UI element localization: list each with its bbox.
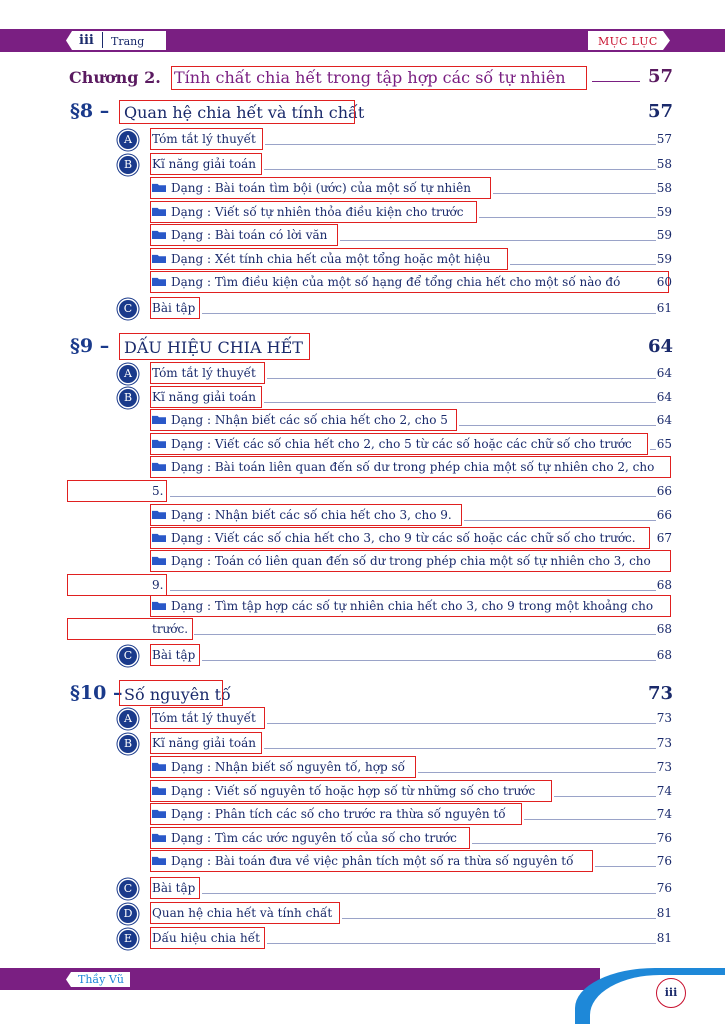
entry-text[interactable]: Dạng : Viết số nguyên tố hoặc hợp số từ những số cho trước xyxy=(152,784,535,798)
entry-text[interactable]: Dạng : Bài toán liên quan đến số dư trong phép chia một số tự nhiên cho 2, cho xyxy=(152,460,654,474)
entry-text[interactable]: Dạng : Phân tích các số cho trước ra thừa số nguyên tố xyxy=(152,807,506,821)
section-page: 64 xyxy=(648,336,674,357)
entry-text[interactable]: Dạng : Viết các số chia hết cho 3, cho 9 từ các số hoặc các chữ số cho trước. xyxy=(152,531,636,545)
leader-line xyxy=(194,634,656,635)
entry-text[interactable]: Quan hệ chia hết và tính chất xyxy=(152,906,333,920)
entry-badge: B xyxy=(119,735,137,753)
entry-highlight-box xyxy=(150,224,338,246)
entry-page: 59 xyxy=(656,205,672,219)
chapter-title[interactable]: Tính chất chia hết trong tập hợp các số tự nhiên xyxy=(174,68,566,87)
leader-line xyxy=(267,943,656,944)
entry-badge: C xyxy=(119,300,137,318)
entry-continuation[interactable]: 9. xyxy=(152,578,164,592)
section-number: §9 – xyxy=(70,335,110,357)
entry-highlight-box xyxy=(150,850,593,872)
entry-text[interactable]: Tóm tắt lý thuyết xyxy=(152,132,256,146)
leader-line xyxy=(264,748,656,749)
entry-page: 61 xyxy=(656,301,672,315)
section-title-box xyxy=(119,333,310,360)
entry-highlight-box xyxy=(150,780,552,802)
entry-highlight-box xyxy=(150,362,265,384)
entry-highlight-box xyxy=(67,618,193,640)
leader-line xyxy=(459,425,656,426)
leader-line xyxy=(510,264,656,265)
entry-highlight-box xyxy=(150,177,491,199)
entry-badge: C xyxy=(119,880,137,898)
entry-text[interactable]: Kĩ năng giải toán xyxy=(152,390,256,404)
leader-line xyxy=(267,723,656,724)
entry-page: 67 xyxy=(656,531,672,545)
entry-page: 73 xyxy=(656,760,672,774)
entry-badge: A xyxy=(119,365,137,383)
section-number: §8 – xyxy=(70,100,110,122)
entry-page: 60 xyxy=(656,275,672,289)
leader-line xyxy=(493,193,656,194)
leader-line xyxy=(472,843,656,844)
section-page: 57 xyxy=(648,101,674,122)
entry-page: 64 xyxy=(656,390,672,404)
leader-line xyxy=(650,449,656,450)
entry-highlight-box xyxy=(150,128,263,150)
entry-page: 81 xyxy=(656,906,672,920)
footer-author: Thầy Vũ xyxy=(78,973,124,986)
entry-highlight-box xyxy=(150,456,671,478)
entry-text[interactable]: Bài tập xyxy=(152,881,196,895)
entry-highlight-box xyxy=(150,386,262,408)
chapter-leader xyxy=(592,81,640,82)
entry-text[interactable]: Dạng : Nhận biết số nguyên tố, hợp số xyxy=(152,760,405,774)
leader-line xyxy=(342,918,656,919)
entry-highlight-box xyxy=(150,550,671,572)
entry-highlight-box xyxy=(150,902,340,924)
leader-line xyxy=(479,217,656,218)
entry-page: 64 xyxy=(656,413,672,427)
entry-page: 66 xyxy=(656,484,672,498)
entry-highlight-box xyxy=(67,480,167,502)
section-title-box xyxy=(119,680,223,706)
entry-page: 68 xyxy=(656,622,672,636)
leader-line xyxy=(595,866,656,867)
entry-text[interactable]: Dạng : Viết các số chia hết cho 2, cho 5 từ các số hoặc các chữ số cho trước xyxy=(152,437,632,451)
leader-line xyxy=(264,169,656,170)
entry-page: 57 xyxy=(656,132,672,146)
entry-page: 58 xyxy=(656,157,672,171)
entry-highlight-box xyxy=(150,877,200,899)
leader-line xyxy=(170,590,656,591)
entry-highlight-box xyxy=(150,504,462,526)
entry-text[interactable]: Dạng : Bài toán có lời văn xyxy=(152,228,327,242)
footer-page-number: iii xyxy=(656,978,686,1008)
entry-page: 76 xyxy=(656,854,672,868)
section-page: 73 xyxy=(648,683,674,704)
entry-text[interactable]: Bài tập xyxy=(152,648,196,662)
entry-page: 68 xyxy=(656,648,672,662)
leader-line xyxy=(265,144,656,145)
entry-highlight-box xyxy=(150,433,648,455)
section-number: §10 – xyxy=(70,682,123,704)
entry-badge: B xyxy=(119,389,137,407)
entry-highlight-box xyxy=(150,644,200,666)
leader-line xyxy=(202,893,656,894)
section-title[interactable]: DẤU HIỆU CHIA HẾT xyxy=(124,338,303,357)
header-toc-label: MỤC LỤC xyxy=(598,35,658,48)
entry-highlight-box xyxy=(150,271,669,293)
leader-line xyxy=(202,313,656,314)
entry-badge: A xyxy=(119,131,137,149)
leader-line xyxy=(170,496,656,497)
entry-highlight-box xyxy=(150,297,200,319)
entry-page: 74 xyxy=(656,807,672,821)
entry-badge: D xyxy=(119,905,137,923)
entry-page: 81 xyxy=(656,931,672,945)
entry-badge: E xyxy=(119,930,137,948)
entry-text[interactable]: Kĩ năng giải toán xyxy=(152,736,256,750)
entry-highlight-box xyxy=(150,927,265,949)
entry-page: 66 xyxy=(656,508,672,522)
entry-page: 59 xyxy=(656,252,672,266)
entry-continuation[interactable]: trước. xyxy=(152,622,189,636)
entry-page: 76 xyxy=(656,831,672,845)
entry-highlight-box xyxy=(150,827,470,849)
entry-highlight-box xyxy=(150,756,416,778)
entry-text[interactable]: Dạng : Nhận biết các số chia hết cho 3, cho 9. xyxy=(152,508,452,522)
entry-highlight-box xyxy=(150,595,671,617)
entry-page: 68 xyxy=(656,578,672,592)
entry-text[interactable]: Dạng : Nhận biết các số chia hết cho 2, cho 5 xyxy=(152,413,448,427)
section-title-box xyxy=(119,100,355,124)
entry-text[interactable]: Bài tập xyxy=(152,301,196,315)
entry-page: 58 xyxy=(656,181,672,195)
leader-line xyxy=(267,378,656,379)
entry-text[interactable]: Tóm tắt lý thuyết xyxy=(152,366,256,380)
entry-highlight-box xyxy=(150,527,650,549)
entry-highlight-box xyxy=(150,248,508,270)
entry-text[interactable]: Dạng : Toán có liên quan đến số dư trong phép chia một số tự nhiên cho 3, cho xyxy=(152,554,651,568)
entry-page: 74 xyxy=(656,784,672,798)
section-title[interactable]: Số nguyên tố xyxy=(124,685,231,704)
entry-highlight-box xyxy=(150,803,522,825)
entry-highlight-box xyxy=(150,707,265,729)
chapter-page: 57 xyxy=(648,66,674,87)
entry-text[interactable]: Dấu hiệu chia hết xyxy=(152,931,260,945)
entry-text[interactable]: Kĩ năng giải toán xyxy=(152,157,256,171)
entry-highlight-box xyxy=(67,574,167,596)
entry-highlight-box xyxy=(150,732,262,754)
entry-page: 64 xyxy=(656,366,672,380)
entry-text[interactable]: Dạng : Tìm điều kiện của một số hạng để tổng chia hết cho một số nào đó xyxy=(152,275,620,289)
entry-text[interactable]: Tóm tắt lý thuyết xyxy=(152,711,256,725)
entry-highlight-box xyxy=(150,153,262,175)
chapter-title-box xyxy=(171,66,587,90)
entry-highlight-box xyxy=(150,409,457,431)
leader-line xyxy=(264,402,656,403)
entry-badge: C xyxy=(119,647,137,665)
leader-line xyxy=(464,520,656,521)
section-title[interactable]: Quan hệ chia hết và tính chất xyxy=(124,103,365,122)
entry-continuation[interactable]: 5. xyxy=(152,484,164,498)
entry-text[interactable]: Dạng : Viết số tự nhiên thỏa điều kiện cho trước xyxy=(152,205,463,219)
entry-badge: A xyxy=(119,710,137,728)
entry-text[interactable]: Dạng : Xét tính chia hết của một tổng hoặc một hiệu xyxy=(152,252,490,266)
leader-line xyxy=(524,819,656,820)
entry-badge: B xyxy=(119,156,137,174)
leader-line xyxy=(340,240,656,241)
entry-text[interactable]: Dạng : Bài toán tìm bội (ước) của một số tự nhiên xyxy=(152,181,471,195)
leader-line xyxy=(418,772,656,773)
leader-line xyxy=(202,660,656,661)
entry-text[interactable]: Dạng : Tìm tập hợp các số tự nhiên chia hết cho 3, cho 9 trong một khoảng cho xyxy=(152,599,653,613)
entry-text[interactable]: Dạng : Tìm các ước nguyên tố của số cho trước xyxy=(152,831,457,845)
entry-text[interactable]: Dạng : Bài toán đưa về việc phân tích một số ra thừa số nguyên tố xyxy=(152,854,573,868)
header-page-number: iii xyxy=(79,33,94,48)
entry-page: 76 xyxy=(656,881,672,895)
chapter-label: Chương 2. xyxy=(69,68,161,87)
entry-page: 73 xyxy=(656,736,672,750)
header-page-label: Trang xyxy=(111,35,145,48)
header-separator xyxy=(102,32,103,48)
entry-page: 73 xyxy=(656,711,672,725)
entry-highlight-box xyxy=(150,201,477,223)
leader-line xyxy=(554,796,656,797)
entry-page: 59 xyxy=(656,228,672,242)
entry-page: 65 xyxy=(656,437,672,451)
